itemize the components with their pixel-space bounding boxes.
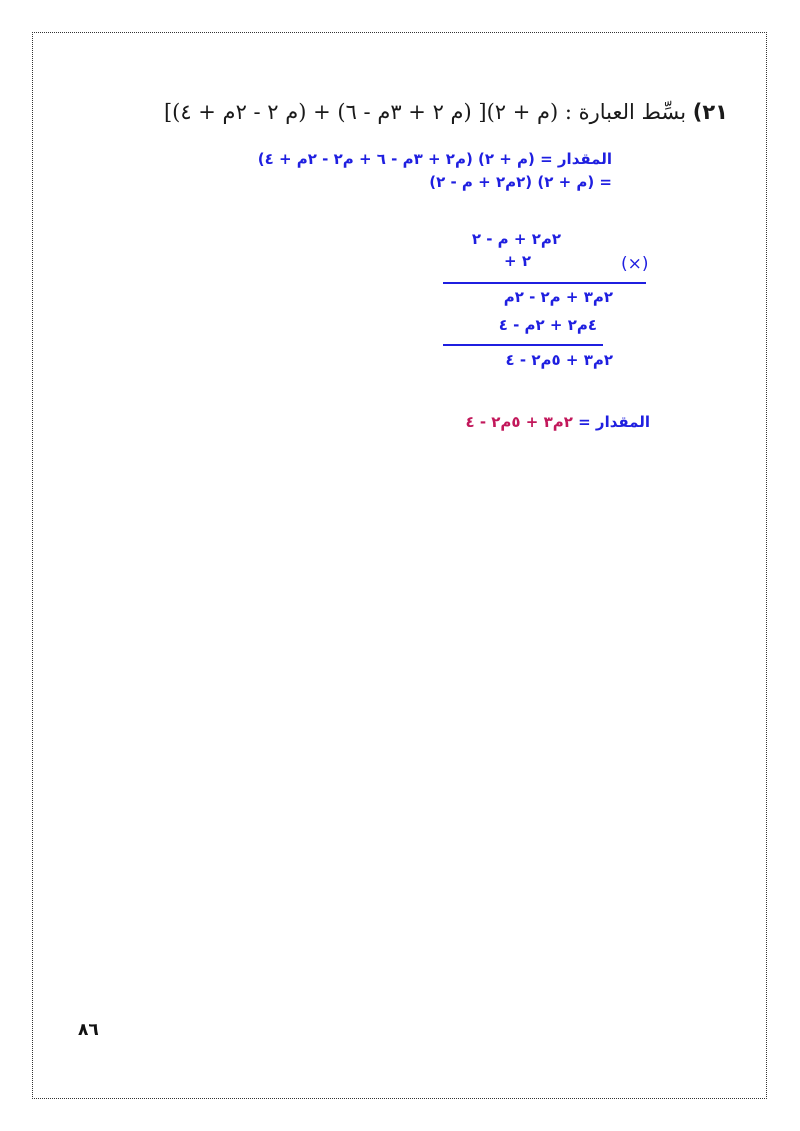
problem-text: بسِّط العبارة : (م + ٢)[ (م ٢ + ٣م - ٦) + (م ٢ - ٢م + ٤)] bbox=[163, 100, 687, 124]
problem-statement bbox=[164, 100, 728, 124]
partial-product-row-1: ٢م٣ + م٢ - ٢م bbox=[503, 288, 613, 306]
multiplier-row: + ٢ bbox=[504, 252, 531, 270]
multiply-rule bbox=[443, 282, 646, 284]
result-label: المقدار = bbox=[578, 413, 650, 431]
multiplication-block bbox=[413, 230, 653, 390]
problem-number: ٢١) bbox=[692, 100, 728, 124]
page-number: ٨٦ bbox=[78, 1020, 99, 1040]
final-result bbox=[465, 413, 650, 431]
page-border bbox=[32, 32, 767, 1099]
solution-line-2: = (م + ٢) (٢م٢ + م - ٢) bbox=[429, 173, 612, 191]
multiply-sign: (×) bbox=[621, 254, 649, 274]
sum-rule bbox=[443, 344, 603, 346]
multiplicand-row: ٢م٢ + م - ٢ bbox=[471, 230, 561, 248]
solution-line-1: المقدار = (م + ٢) (م٢ + ٣م - ٦ + م٢ - ٢م + ٤) bbox=[257, 150, 612, 168]
sum-row: ٢م٣ + ٥م٢ - ٤ bbox=[505, 351, 613, 369]
result-expression: ٢م٣ + ٥م٢ - ٤ bbox=[465, 413, 573, 431]
partial-product-row-2: ٤م٢ + ٢م - ٤ bbox=[498, 316, 597, 334]
